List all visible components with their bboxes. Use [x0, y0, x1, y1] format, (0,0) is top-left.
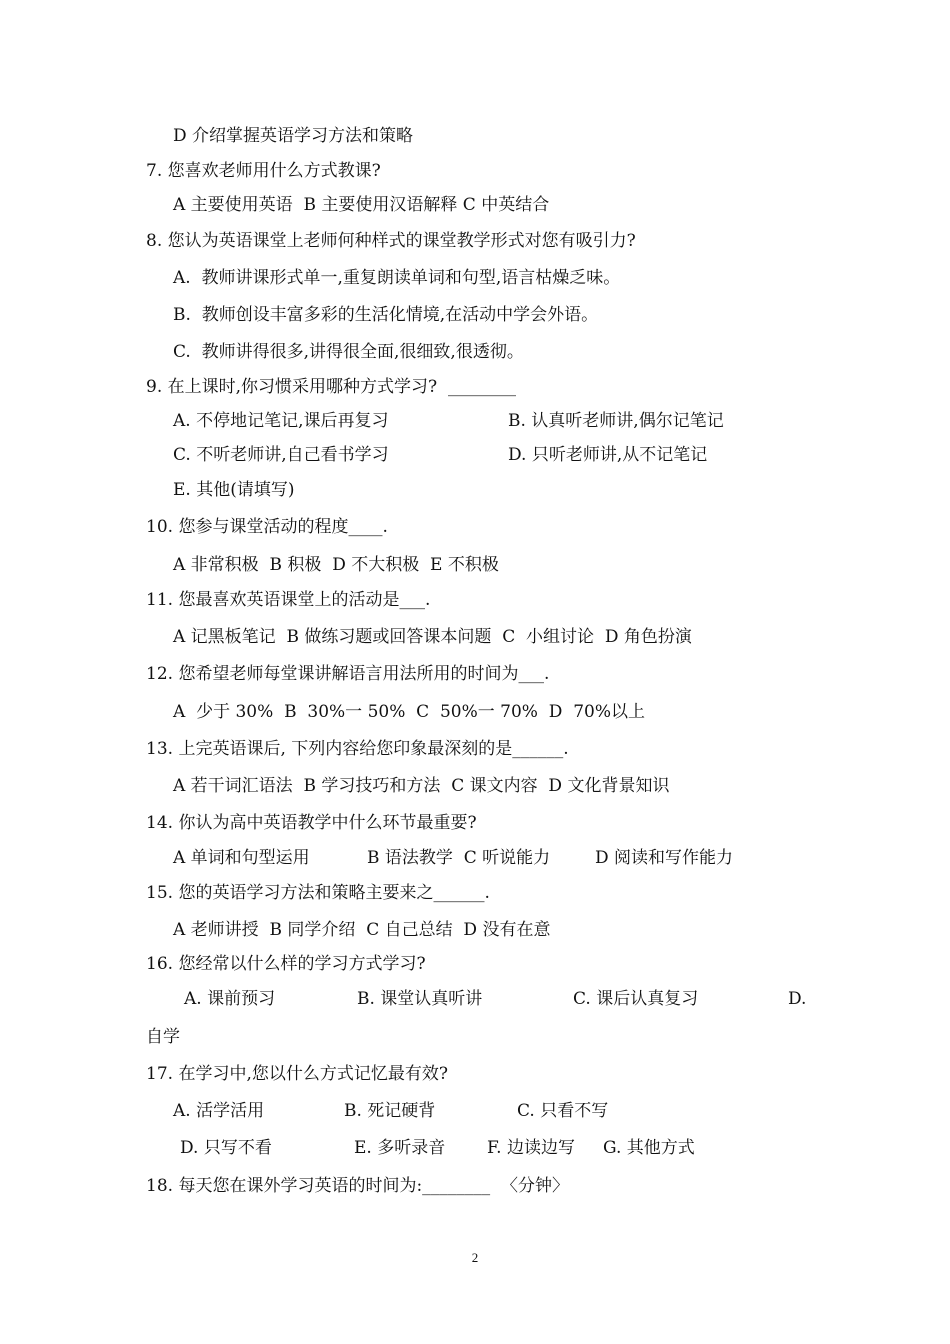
- question-7: 7. 您喜欢老师用什么方式教课?: [146, 161, 381, 181]
- q9-option-c: C. 不听老师讲,自己看书学习: [173, 445, 389, 465]
- question-17: 17. 在学习中,您以什么方式记忆最有效?: [146, 1064, 448, 1084]
- q7-options: A 主要使用英语 B 主要使用汉语解释 C 中英结合: [173, 195, 550, 215]
- q13-options: A 若干词汇语法 B 学习技巧和方法 C 课文内容 D 文化背景知识: [173, 776, 670, 796]
- q17-option-g: G. 其他方式: [603, 1138, 695, 1158]
- q8-option-b: B. 教师创设丰富多彩的生活化情境,在活动中学会外语。: [173, 305, 599, 325]
- q9-option-a: A. 不停地记笔记,课后再复习: [173, 411, 389, 431]
- q8-option-a: A. 教师讲课形式单一,重复朗读单词和句型,语言枯燥乏味。: [173, 268, 621, 288]
- q9-option-b: B. 认真听老师讲,偶尔记笔记: [508, 411, 724, 431]
- q14-options-bc: B 语法教学 C 听说能力: [367, 848, 551, 868]
- q17-option-d: D. 只写不看: [180, 1138, 272, 1158]
- page-number: 2: [471, 1250, 479, 1265]
- q16-option-a: A. 课前预习: [184, 989, 276, 1009]
- q17-option-e: E. 多听录音: [354, 1138, 446, 1158]
- q9-option-e: E. 其他(请填写): [173, 480, 295, 500]
- q17-option-c: C. 只看不写: [517, 1101, 609, 1121]
- question-13: 13. 上完英语课后, 下列内容给您印象最深刻的是______.: [146, 739, 569, 759]
- q14-option-d: D 阅读和写作能力: [595, 848, 734, 868]
- question-8: 8. 您认为英语课堂上老师何种样式的课堂教学形式对您有吸引力?: [146, 231, 636, 251]
- q16-option-b: B. 课堂认真听讲: [357, 989, 483, 1009]
- q8-option-c: C. 教师讲得很多,讲得很全面,很细致,很透彻。: [173, 342, 524, 362]
- question-9: 9. 在上课时,你习惯采用哪种方式学习? ________: [146, 377, 516, 397]
- question-11: 11. 您最喜欢英语课堂上的活动是___.: [146, 590, 431, 610]
- q11-options: A 记黑板笔记 B 做练习题或回答课本问题 C 小组讨论 D 角色扮演: [173, 627, 692, 647]
- q9-option-d: D. 只听老师讲,从不记笔记: [508, 445, 708, 465]
- question-14: 14. 你认为高中英语教学中什么环节最重要?: [146, 813, 477, 833]
- q15-options: A 老师讲授 B 同学介绍 C 自己总结 D 没有在意: [173, 920, 551, 940]
- q17-option-b: B. 死记硬背: [344, 1101, 436, 1121]
- q6-option-d: D 介绍掌握英语学习方法和策略: [173, 126, 414, 146]
- question-16: 16. 您经常以什么样的学习方式学习?: [146, 954, 426, 974]
- q17-option-f: F. 边读边写: [487, 1138, 575, 1158]
- q16-option-d: D.: [788, 989, 807, 1009]
- q16-option-d-text: 自学: [146, 1027, 180, 1047]
- question-18: 18. 每天您在课外学习英语的时间为:________ 〈分钟〉: [146, 1176, 569, 1196]
- q14-option-a: A 单词和句型运用: [173, 848, 310, 868]
- q12-options: A 少于 30% B 30%一 50% C 50%一 70% D 70%以上: [173, 702, 645, 722]
- question-15: 15. 您的英语学习方法和策略主要来之______.: [146, 883, 490, 903]
- question-10: 10. 您参与课堂活动的程度____.: [146, 517, 388, 537]
- q17-option-a: A. 活学活用: [173, 1101, 265, 1121]
- question-12: 12. 您希望老师每堂课讲解语言用法所用的时间为___.: [146, 664, 550, 684]
- q16-option-c: C. 课后认真复习: [573, 989, 699, 1009]
- q10-options: A 非常积极 B 积极 D 不大积极 E 不积极: [173, 555, 499, 575]
